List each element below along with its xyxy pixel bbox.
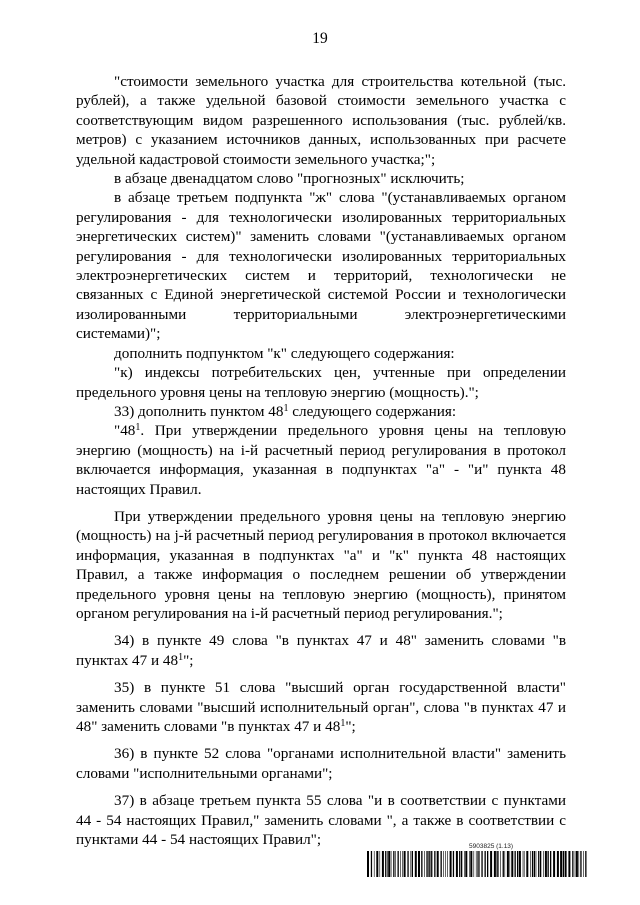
barcode-bar (485, 851, 486, 877)
paragraph-item-33-before: 33) дополнить пунктом 48 (114, 402, 284, 420)
barcode-bar (388, 851, 390, 877)
barcode-bar (572, 851, 573, 877)
barcode-bar (407, 851, 408, 877)
barcode-bar (393, 851, 394, 877)
paragraph-j-period: При утверждении предельного уровня цены на тепловую энергию (мощность) на j-й расчетный период регулирования в протокол включается информация, указанная в подпунктах "а" и "к" пункта 48 настоящих Правил, а также информация о последнем решении об утверждении предельного уровня цены на тепловую энергию (мощность), принятом органом регулирования на i-й расчетный период регулирования."; (76, 507, 566, 622)
barcode-bar (543, 851, 544, 877)
paragraph-item-48-1-after: . При утверждении предельного уровня цены на тепловую энергию (мощность) на i-й расчетный период регулирования в протокол включается информация, указанная в подпунктах "а" - "и" пункта 48 настоящих Правил. (76, 422, 566, 498)
barcode-bar (469, 851, 470, 877)
barcode-bar (585, 851, 586, 877)
barcode-bar (477, 851, 478, 877)
barcode-bar (427, 851, 428, 877)
paragraph-item-48-1-before: "48 (114, 422, 136, 440)
paragraph-twelfth-abzac: в абзаце двенадцатом слово "прогнозных" исключить; (114, 170, 465, 188)
barcode-bar (580, 851, 581, 877)
barcode-bar (530, 851, 531, 877)
barcode-bar (481, 851, 482, 877)
barcode-bar (532, 851, 533, 877)
barcode-bar (579, 851, 580, 877)
superscript: 1 (340, 718, 346, 729)
barcode-bar (445, 851, 446, 877)
paragraph-item-33 (76, 402, 566, 421)
barcode-bar (568, 851, 570, 877)
barcode-bar (478, 851, 479, 877)
barcode-bar (500, 851, 501, 877)
paragraph-item-34-before: 34) в пункте 49 слова "в пунктах 47 и 48" заменить словами "в пунктах 47 и 48 (76, 632, 566, 669)
barcode-bar (453, 851, 454, 877)
barcode-bar (511, 851, 513, 877)
paragraph-item-35 (76, 678, 566, 736)
barcode-bar (411, 851, 412, 877)
barcode-bar (412, 851, 413, 877)
paragraph-subitem-k-text: "к) индексы потребительских цен, учтенные при определении предельного уровня цены на тепловую энергию (мощность)."; (76, 364, 566, 401)
barcode-bar (474, 851, 475, 877)
paragraph-item-33-after: следующего содержания: (288, 402, 457, 420)
barcode-bar (560, 851, 562, 877)
barcode-bar (421, 851, 422, 877)
barcode-bar (540, 851, 541, 877)
barcode-bar (465, 851, 467, 877)
barcode-bar (459, 851, 460, 877)
barcode-bar (380, 851, 381, 877)
barcode-bar (387, 851, 388, 877)
barcode-bar (367, 851, 369, 877)
barcode-bar (447, 851, 448, 877)
barcode-bar (398, 851, 399, 877)
barcode-bar (576, 851, 578, 877)
barcode-bar (524, 851, 525, 877)
barcode-bar (545, 851, 547, 877)
document-body (76, 72, 566, 849)
barcode-bar (507, 851, 509, 877)
barcode-bar (443, 851, 444, 877)
barcode-bar (418, 851, 420, 877)
barcode-bar (450, 851, 452, 877)
paragraph-item-35-before: 35) в пункте 51 слова "высший орган государственной власти" заменить словами "высший исполнительный орган", слова "в пунктах 47 и 48" заменить словами "в пунктах 47 и 48 (76, 679, 566, 735)
barcode-bar (456, 851, 458, 877)
paragraph-item-34-after: "; (183, 651, 194, 669)
barcode-bar (441, 851, 442, 877)
barcode-bar (515, 851, 516, 877)
barcode-bar (526, 851, 528, 877)
barcode-bar (464, 851, 465, 877)
barcode-bar (415, 851, 417, 877)
barcode-bar (470, 851, 472, 877)
barcode-bar (429, 851, 430, 877)
barcode-bar (505, 851, 506, 877)
paragraph-add-subitem-k: дополнить подпунктом "к" следующего содержания: (114, 344, 455, 362)
paragraph-item-35-after: "; (345, 718, 356, 735)
barcode-bar (487, 851, 488, 877)
barcode-bar (404, 851, 406, 877)
barcode-bar (498, 851, 499, 877)
superscript: 1 (135, 422, 141, 434)
barcode-bar (538, 851, 539, 877)
barcode-bar (494, 851, 496, 877)
barcode-bar (503, 851, 504, 877)
barcode-bar (517, 851, 518, 877)
barcode-bar (371, 851, 372, 877)
superscript: 1 (178, 651, 184, 663)
barcode-bar (565, 851, 567, 877)
barcode-bar (563, 851, 564, 877)
barcode-bar (431, 851, 432, 877)
paragraph-item-36: 36) в пункте 52 слова "органами исполнительной власти" заменить словами "исполнительными органами"; (76, 745, 566, 782)
barcode-bar (426, 851, 427, 877)
barcode-bar (391, 851, 392, 877)
barcode-bar (490, 851, 492, 877)
barcode-bar (534, 851, 535, 877)
page-number: 19 (312, 30, 328, 47)
barcode-bar (510, 851, 511, 877)
barcode-bar (437, 851, 439, 877)
barcode-label: 5903825 (1.13) (469, 843, 514, 850)
paragraph-land-cost: "стоимости земельного участка для строительства котельной (тыс. рублей), а также удельной базовой стоимости земельного участка с соответствующим видом разрешенного использования (тыс. рублей/кв. метров) с указанием источников данных, использованных при расчете удельной кадастровой стоимости земельного участка;"; (76, 73, 566, 168)
paragraph-item-34 (76, 631, 566, 670)
barcode-bar (385, 851, 386, 877)
barcode-bar (553, 851, 555, 877)
paragraph-item-37: 37) в абзаце третьем пункта 55 слова "и в соответствии с пунктами 44 - 54 настоящих Правил," заменить словами ", а также в соответствии с пунктами 44 - 54 настоящих Правил"; (76, 792, 566, 849)
barcode-bar (548, 851, 549, 877)
barcode-bar (382, 851, 384, 877)
barcode-bar (434, 851, 435, 877)
superscript: 1 (283, 402, 289, 414)
barcode-bar (536, 851, 537, 877)
barcode (367, 851, 587, 877)
barcode-bar (575, 851, 576, 877)
barcode-bar (395, 851, 396, 877)
barcode-bar (519, 851, 521, 877)
barcode-bar (424, 851, 425, 877)
barcode-bar (557, 851, 559, 877)
barcode-bar (376, 851, 378, 877)
paragraph-subitem-zh: в абзаце третьем подпункта "ж" слова "(устанавливаемых органом регулирования - для технологически изолированных территориальных энергетических систем)" заменить словами "(устанавливаемых органом регулирования - для технологически изолированных территориальных электроэнергетических систем и территорий, технологически не связанных с Единой энергетической системой России и технологически изолированными территориальными электроэнергетическими системами)"; (76, 189, 566, 343)
barcode-bar (550, 851, 551, 877)
barcode-bar (402, 851, 403, 877)
barcode-bar (476, 851, 477, 877)
barcode-bar (497, 851, 498, 877)
paragraph-item-48-1 (76, 421, 566, 499)
barcode-bar (461, 851, 462, 877)
barcode-bar (400, 851, 401, 877)
barcode-bar (583, 851, 584, 877)
barcode-bar (374, 851, 375, 877)
barcode-bar (523, 851, 524, 877)
